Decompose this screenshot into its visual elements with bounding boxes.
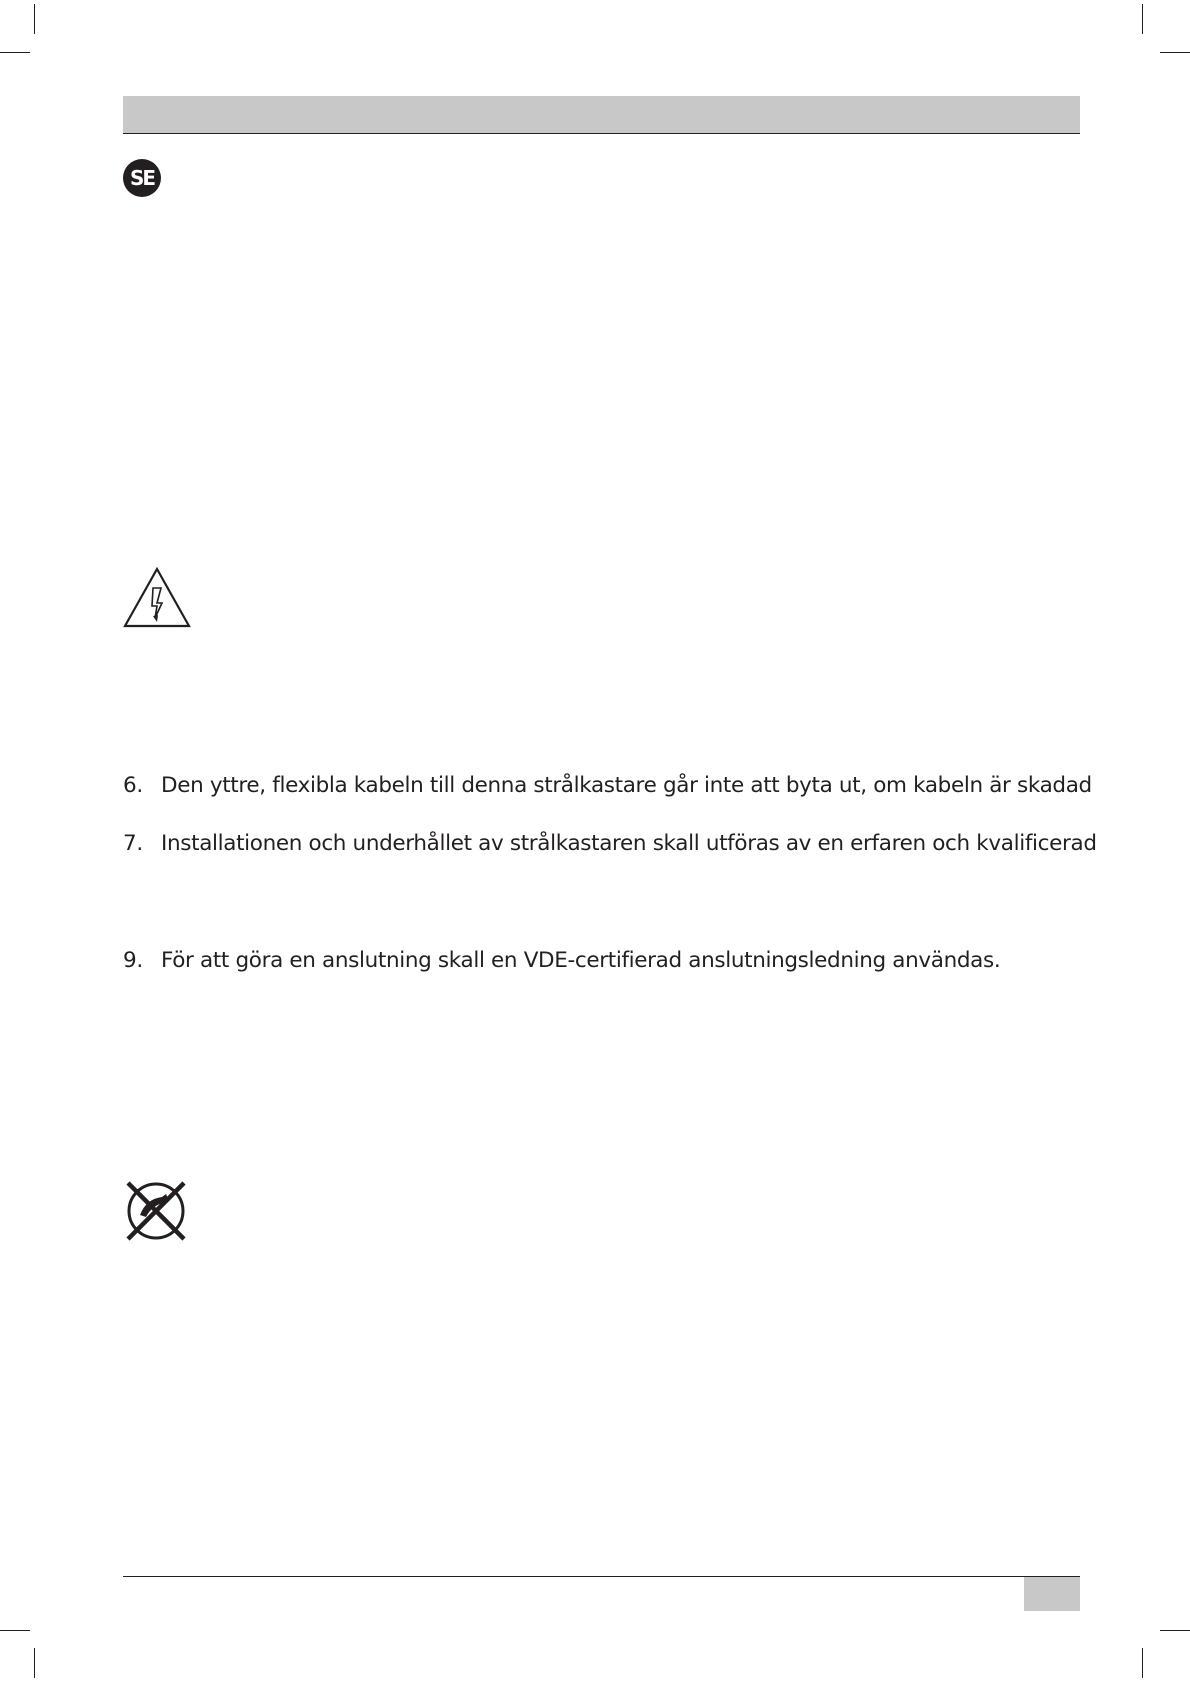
crop-mark-bottom-right-h: [1160, 1630, 1190, 1631]
footer-rule: [123, 1576, 1080, 1577]
list-item-7: [123, 830, 1097, 858]
crop-mark-bottom-left-h: [0, 1630, 30, 1631]
language-badge: [123, 159, 161, 197]
crop-mark-top-left-v: [34, 4, 35, 34]
list-item-text: Installationen och underhållet av strålkastaren skall utföras av en erfaren och kvalificerad: [161, 831, 1097, 856]
list-item-number: 9.: [123, 948, 143, 973]
high-voltage-warning-icon: [122, 566, 192, 629]
crop-mark-bottom-left-v: [34, 1648, 35, 1678]
header-rule: [123, 133, 1080, 134]
list-item-6: [123, 772, 1092, 800]
header-bar: [123, 96, 1080, 133]
crop-mark-top-right-v: [1142, 4, 1143, 34]
list-item-text: För att göra en anslutning skall en VDE-certifierad anslutningsledning användas.: [161, 948, 1001, 973]
crop-mark-top-left-h: [0, 52, 30, 53]
crop-mark-bottom-right-v: [1142, 1648, 1143, 1678]
language-badge-label: SE: [129, 166, 155, 190]
list-item-text: Den yttre, flexibla kabeln till denna strålkastare går inte att byta ut, om kabeln är skadad: [161, 773, 1092, 798]
no-water-cleaning-icon: [122, 1177, 190, 1245]
list-item-number: 7.: [123, 831, 143, 856]
list-item-number: 6.: [123, 773, 143, 798]
list-item-9: [123, 947, 1063, 975]
page-number-box: [1024, 1577, 1080, 1611]
crop-mark-top-right-h: [1160, 52, 1190, 53]
